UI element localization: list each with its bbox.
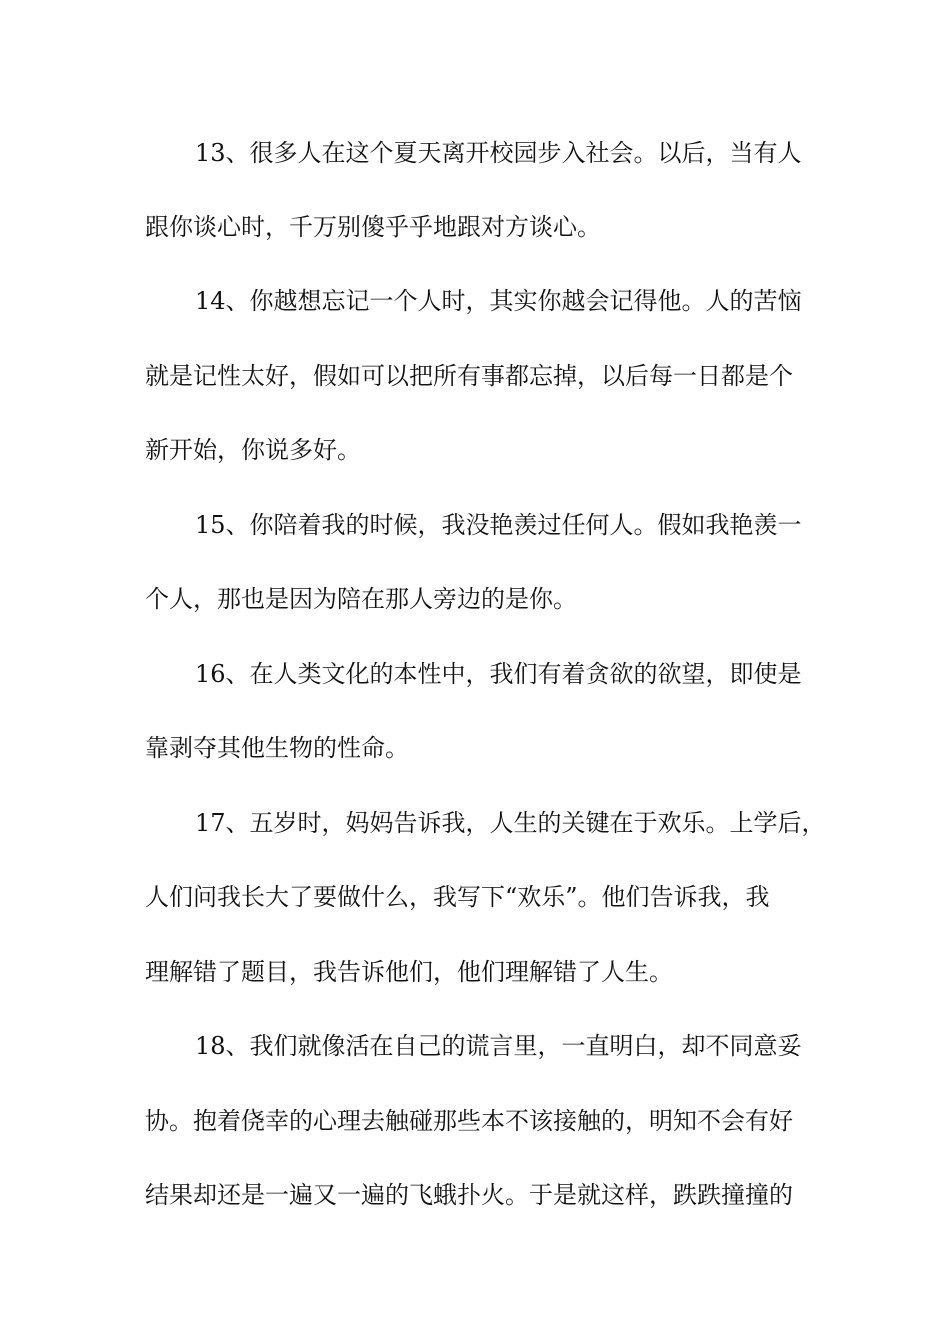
text-line: 新开始，你说多好。	[145, 436, 361, 464]
paragraph-16-line-2	[0, 728, 950, 768]
paragraph-18-line-1	[0, 1026, 950, 1066]
text-line: 个人，那也是因为陪在那人旁边的是你。	[145, 585, 577, 613]
paragraph-15-line-2	[0, 579, 950, 619]
text-line: 就是记性太好，假如可以把所有事都忘掉，以后每一日都是个	[145, 362, 793, 390]
paragraph-17-line-1	[0, 803, 950, 843]
paragraph-14-line-3	[0, 430, 950, 470]
paragraph-14-line-2	[0, 356, 950, 396]
text-line: 16、在人类文化的本性中，我们有着贪欲的欲望，即使是	[195, 660, 802, 688]
paragraph-18-line-2	[0, 1101, 950, 1141]
paragraph-14-line-1	[0, 281, 950, 321]
text-line: 14、你越想忘记一个人时，其实你越会记得他。人的苦恼	[195, 287, 802, 315]
paragraph-13-line-2	[0, 207, 950, 247]
text-line: 人们问我长大了要做什么，我写下“欢乐”。他们告诉我，我	[145, 883, 770, 911]
text-line: 靠剥夺其他生物的性命。	[145, 734, 409, 762]
text-line: 13、很多人在这个夏天离开校园步入社会。以后，当有人	[195, 139, 802, 167]
paragraph-16-line-1	[0, 654, 950, 694]
paragraph-17-line-3	[0, 952, 950, 992]
text-line: 15、你陪着我的时候，我没艳羡过任何人。假如我艳羡一	[195, 511, 802, 539]
paragraph-15-line-1	[0, 505, 950, 545]
text-line: 跟你谈心时，千万别傻乎乎地跟对方谈心。	[145, 213, 601, 241]
text-line: 结果却还是一遍又一遍的飞蛾扑火。于是就这样，跌跌撞撞的	[145, 1181, 793, 1209]
text-line: 17、五岁时，妈妈告诉我，人生的关键在于欢乐。上学后，	[195, 809, 826, 837]
paragraph-17-line-2	[0, 877, 950, 917]
paragraph-18-line-3	[0, 1175, 950, 1215]
text-line: 协。抱着侥幸的心理去触碰那些本不该接触的，明知不会有好	[145, 1107, 793, 1135]
text-line: 理解错了题目，我告诉他们，他们理解错了人生。	[145, 958, 673, 986]
text-line: 18、我们就像活在自己的谎言里，一直明白，却不同意妥	[195, 1032, 802, 1060]
paragraph-13-line-1	[0, 133, 950, 173]
